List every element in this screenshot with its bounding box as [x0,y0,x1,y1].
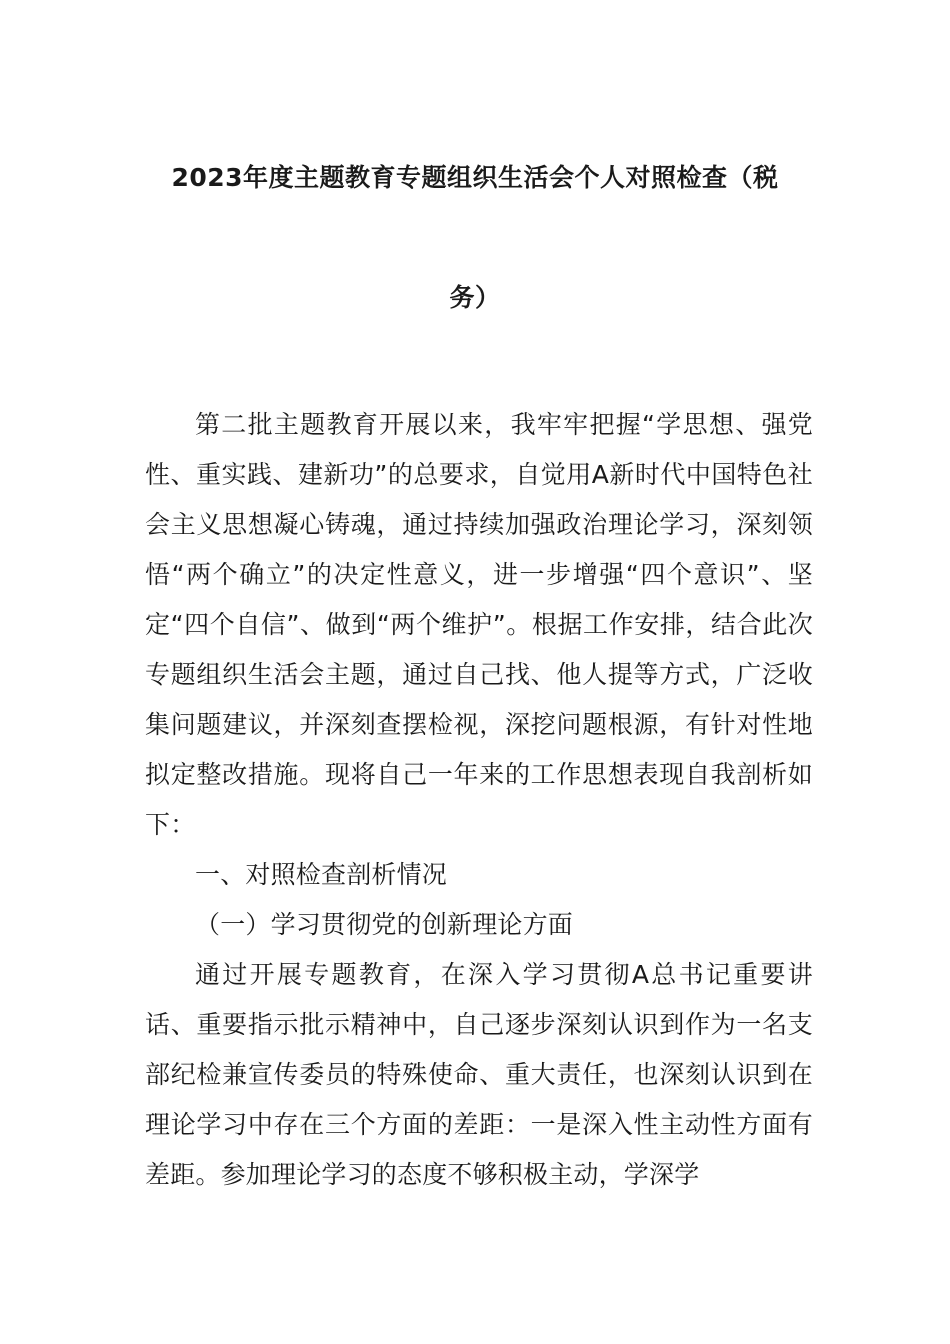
body-paragraph: 通过开展专题教育，在深入学习贯彻A总书记重要讲话、重要指示批示精神中，自己逐步深刻认识到作为一名支部纪检兼宣传委员的特殊使命、重大责任，也深刻认识到在理论学习中存在三个方面的差距：一是深入性主动性方面有差距。参加理论学习的态度不够积极主动，学深学 [145,960,813,1189]
document-title-line-2: 务） [449,283,501,312]
intro-paragraph: 第二批主题教育开展以来，我牢牢把握“学思想、强党性、重实践、建新功”的总要求，自觉用A新时代中国特色社会主义思想凝心铸魂，通过持续加强政治理论学习，深刻领悟“两个确立”的决定性意义，进一步增强“四个意识”、坚定“四个自信”、做到“两个维护”。根据工作安排，结合此次专题组织生活会主题，通过自己找、他人提等方式，广泛收集问题建议，并深刻查摆检视，深挖问题根源，有针对性地拟定整改措施。现将自己一年来的工作思想表现自我剖析如下： [145,410,813,839]
document-body [145,400,813,1200]
subsection-heading: （一）学习贯彻党的创新理论方面 [195,910,574,939]
section-heading: 一、对照检查剖析情况 [195,860,448,889]
document-title-line-1: 2023年度主题教育专题组织生活会个人对照检查（税 [171,163,779,192]
